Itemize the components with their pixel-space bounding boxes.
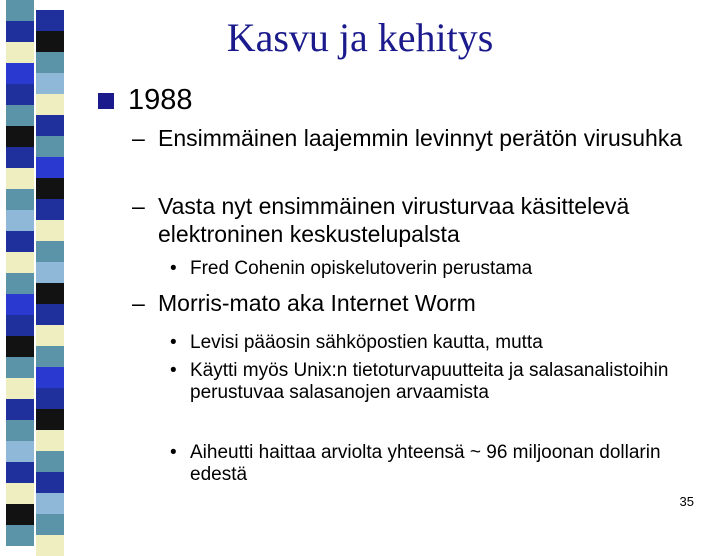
subitem-4-text: Aiheutti haittaa arviolta yhteensä ~ 96 miljoonan dollarin edestä: [190, 442, 661, 485]
stripe-block: [36, 451, 64, 472]
dot-bullet-icon: •: [170, 258, 177, 279]
stripe-block: [6, 105, 34, 126]
subitem-2: [170, 332, 670, 354]
item-1-text: Ensimmäinen laajemmin levinnyt perätön virusuhka: [158, 125, 683, 151]
stripe-block: [36, 157, 64, 178]
stripe-block: [6, 399, 34, 420]
bullet-level1: [98, 84, 193, 117]
stripe-block: [36, 535, 64, 556]
stripe-block: [36, 304, 64, 325]
bullet-level1-text: 1988: [128, 84, 193, 116]
stripe-block: [6, 189, 34, 210]
stripe-block: [36, 388, 64, 409]
stripe-block: [6, 63, 34, 84]
stripe-block: [36, 346, 64, 367]
dot-bullet-icon: •: [170, 442, 177, 463]
stripe-block: [36, 199, 64, 220]
stripe-block: [6, 294, 34, 315]
stripe-block: [36, 178, 64, 199]
stripe-block: [6, 147, 34, 168]
stripe-block: [6, 441, 34, 462]
stripe-block: [6, 168, 34, 189]
decorative-stripe: [0, 0, 70, 540]
page-number: 35: [679, 494, 694, 509]
stripe-block: [6, 84, 34, 105]
subitem-1-text: Fred Cohenin opiskelutoverin perustama: [190, 258, 533, 279]
dot-bullet-icon: •: [170, 360, 177, 381]
stripe-block: [6, 525, 34, 546]
subitem-3: [170, 360, 670, 404]
stripe-block: [36, 472, 64, 493]
stripe-block: [36, 325, 64, 346]
stripe-block: [6, 357, 34, 378]
stripe-block: [36, 367, 64, 388]
stripe-block: [6, 378, 34, 399]
stripe-block: [6, 126, 34, 147]
stripe-block: [6, 273, 34, 294]
stripe-block: [36, 73, 64, 94]
item-2: [132, 192, 692, 248]
subitem-4: [170, 442, 670, 486]
stripe-block: [6, 462, 34, 483]
stripe-block: [36, 115, 64, 136]
item-3: [132, 289, 692, 317]
stripe-block: [6, 336, 34, 357]
subitem-3-text: Käytti myös Unix:n tietoturvapuutteita ja salasanalistoihin perustuvaa salasanojen arvaamista: [190, 360, 669, 403]
stripe-block: [36, 262, 64, 283]
stripe-block: [6, 252, 34, 273]
square-bullet-icon: [98, 93, 114, 109]
stripe-block: [36, 283, 64, 304]
dot-bullet-icon: •: [170, 332, 177, 353]
stripe-block: [6, 420, 34, 441]
stripe-block: [36, 514, 64, 535]
stripe-block: [6, 504, 34, 525]
item-2-text: Vasta nyt ensimmäinen virusturvaa käsittelevä elektroninen keskustelupalsta: [158, 193, 630, 247]
stripe-block: [6, 315, 34, 336]
stripe-block: [36, 94, 64, 115]
stripe-block: [6, 210, 34, 231]
slide-title: Kasvu ja kehitys: [226, 15, 494, 60]
subitem-1: [170, 258, 670, 280]
stripe-block: [36, 493, 64, 514]
dash-icon: –: [132, 125, 145, 151]
subitem-2-text: Levisi pääosin sähköpostien kautta, mutta: [190, 332, 543, 353]
stripe-block: [6, 231, 34, 252]
stripe-block: [36, 220, 64, 241]
stripe-block: [36, 430, 64, 451]
dash-icon: –: [132, 193, 145, 219]
stripe-block: [36, 136, 64, 157]
stripe-block: [6, 483, 34, 504]
stripe-block: [36, 409, 64, 430]
stripe-block: [36, 241, 64, 262]
item-3-text: Morris-mato aka Internet Worm: [158, 290, 476, 316]
dash-icon: –: [132, 290, 145, 316]
item-1: [132, 124, 692, 152]
